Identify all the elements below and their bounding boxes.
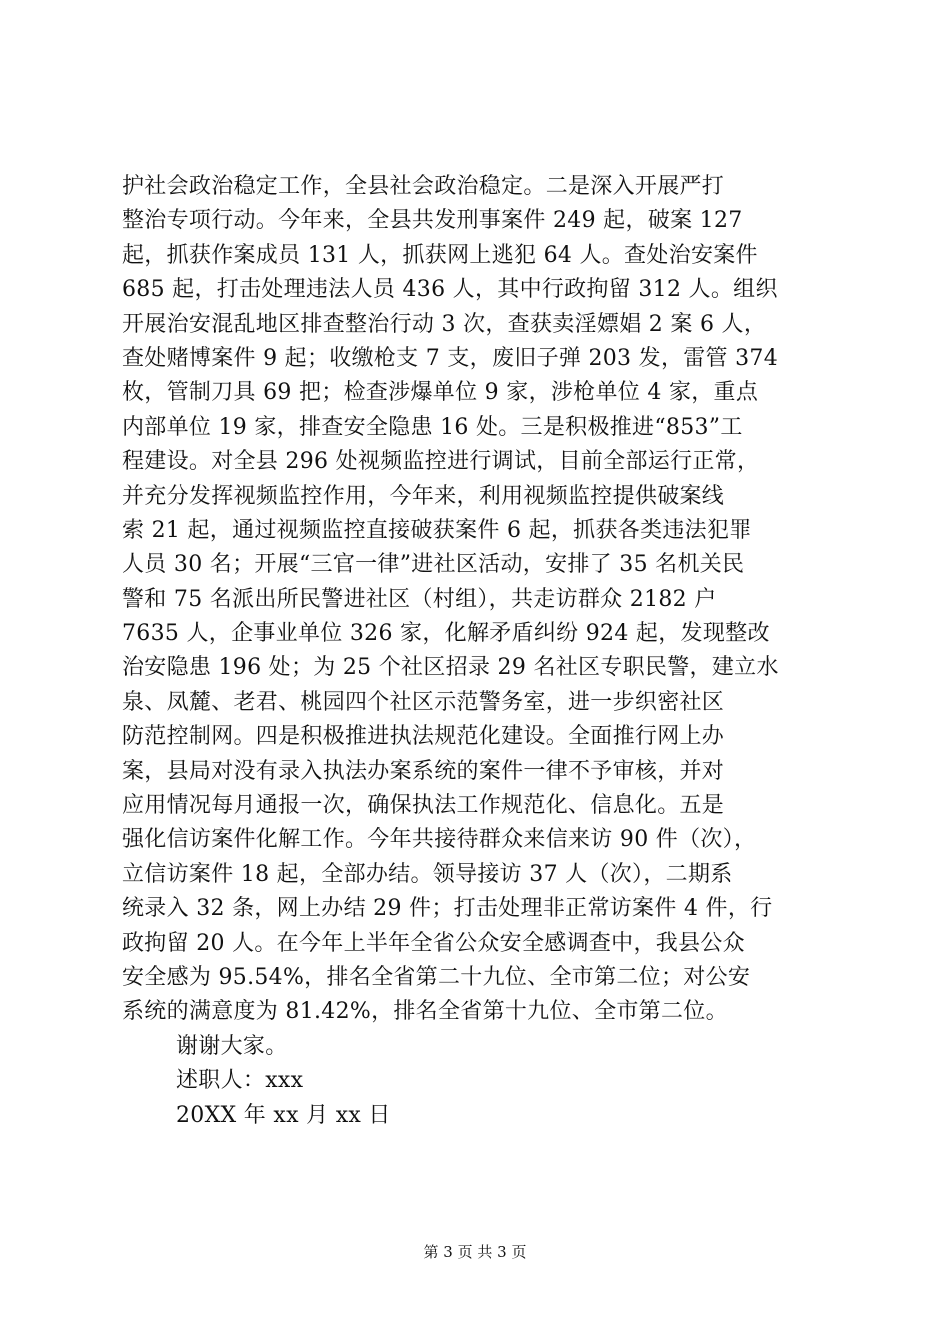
body-line: 政拘留 20 人。在今年上半年全省公众安全感调查中，我县公众	[122, 930, 745, 956]
date-line: 20XX 年 xx 月 xx 日	[176, 1102, 391, 1128]
closing-remark: 谢谢大家。	[176, 1033, 288, 1059]
body-line: 应用情况每月通报一次，确保执法工作规范化、信息化。五是	[122, 793, 725, 819]
body-line: 安全感为 95.54%，排名全省第二十九位、全市第二位；对公安	[122, 964, 751, 990]
body-line: 枚，管制刀具 69 把；检查涉爆单位 9 家，涉枪单位 4 家，重点	[122, 380, 759, 406]
body-line: 警和 75 名派出所民警进社区（村组），共走访群众 2182 户	[122, 586, 717, 612]
body-line: 7635 人，企事业单位 326 家，化解矛盾纠纷 924 起，发现整改	[122, 621, 770, 647]
body-line: 案，县局对没有录入执法办案系统的案件一律不予审核，并对	[122, 758, 725, 784]
body-line: 685 起，打击处理违法人员 436 人，其中行政拘留 312 人。组织	[122, 277, 778, 303]
body-line: 系统的满意度为 81.42%，排名全省第十九位、全市第二位。	[122, 999, 728, 1025]
body-line: 整治专项行动。今年来，全县共发刑事案件 249 起，破案 127	[122, 208, 743, 234]
body-line: 开展治安混乱地区排查整治行动 3 次，查获卖淫嫖娼 2 案 6 人，	[122, 311, 767, 337]
body-line: 统录入 32 条，网上办结 29 件；打击处理非正常访案件 4 件，行	[122, 896, 773, 922]
body-line: 护社会政治稳定工作，全县社会政治稳定。二是深入开展严打	[122, 174, 725, 199]
body-line: 查处赌博案件 9 起；收缴枪支 7 支，废旧子弹 203 发，雷管 374	[122, 345, 779, 371]
page-number-footer: 第 3 页 共 3 页	[423, 1243, 527, 1261]
signature-line: 述职人：xxx	[176, 1068, 304, 1094]
body-line: 防范控制网。四是积极推进执法规范化建设。全面推行网上办	[122, 724, 725, 750]
body-line: 立信访案件 18 起，全部办结。领导接访 37 人（次），二期系	[122, 861, 733, 887]
body-line: 起，抓获作案成员 131 人，抓获网上逃犯 64 人。查处治安案件	[122, 242, 758, 268]
body-line: 人员 30 名；开展“三官一律”进社区活动，安排了 35 名机关民	[122, 552, 745, 578]
document-body	[122, 170, 842, 1133]
body-line: 泉、凤麓、老君、桃园四个社区示范警务室，进一步织密社区	[122, 689, 725, 715]
body-line: 内部单位 19 家，排查安全隐患 16 处。三是积极推进“853”工	[122, 414, 743, 440]
body-line: 强化信访案件化解工作。今年共接待群众来信来访 90 件（次），	[122, 827, 757, 853]
body-line: 并充分发挥视频监控作用，今年来，利用视频监控提供破案线	[122, 483, 725, 509]
body-line: 程建设。对全县 296 处视频监控进行调试，目前全部运行正常，	[122, 449, 760, 475]
body-line: 索 21 起，通过视频监控直接破获案件 6 起，抓获各类违法犯罪	[122, 517, 752, 543]
body-line: 治安隐患 196 处；为 25 个社区招录 29 名社区专职民警，建立水	[122, 655, 779, 681]
